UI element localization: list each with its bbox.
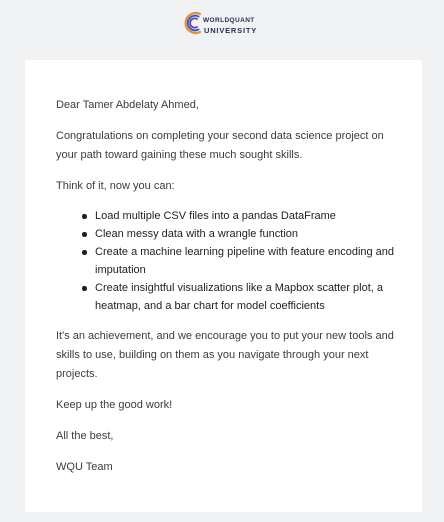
- email-body: [56, 96, 401, 477]
- list-item: Create a machine learning pipeline with feature encoding and imputation: [80, 243, 401, 279]
- brand-name-top: WORLDQUANT: [203, 17, 255, 24]
- list-item: Create insightful visualizations like a Mapbox scatter plot, a heatmap, and a bar chart for model coefficients: [80, 279, 401, 315]
- email-card: [25, 60, 422, 512]
- email-sign-off: All the best,: [56, 430, 114, 442]
- email-intro: Congratulations on completing your second data science project on your path toward gaining these much sought skills.: [56, 130, 384, 161]
- brand-name-bottom: UNIVERSITY: [204, 26, 258, 35]
- email-greeting: Dear Tamer Abdelaty Ahmed,: [56, 99, 199, 111]
- list-item: Clean messy data with a wrangle function: [80, 225, 401, 243]
- list-item: Load multiple CSV files into a pandas DataFrame: [80, 207, 401, 225]
- brand-logo[interactable]: [182, 8, 268, 38]
- skills-list: [80, 207, 401, 315]
- email-signature: WQU Team: [56, 461, 113, 473]
- email-keep-up: Keep up the good work!: [56, 399, 173, 411]
- email-achievement: It's an achievement, and we encourage you to put your new tools and skills to use, building on them as you navigate through your next projects.: [56, 330, 394, 380]
- email-think-line: Think of it, now you can:: [56, 180, 175, 192]
- email-header: [0, 0, 444, 60]
